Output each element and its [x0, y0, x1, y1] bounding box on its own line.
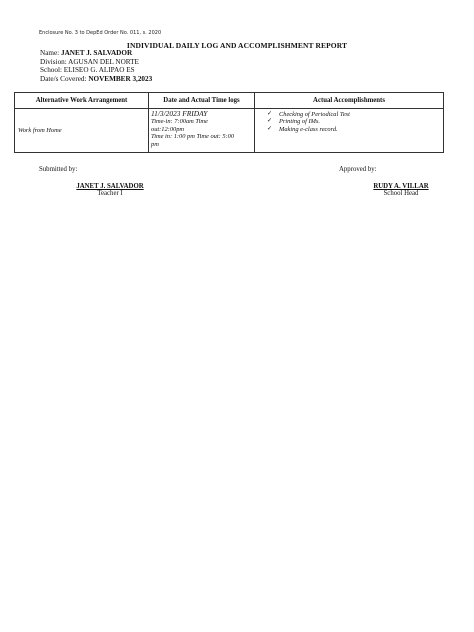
arrangement-cell: Work from Home — [15, 109, 149, 153]
header-arrangement: Alternative Work Arrangement — [15, 93, 149, 109]
dates-row — [40, 75, 152, 84]
approved-by-block — [370, 183, 432, 197]
division-value: AGUSAN DEL NORTE — [68, 57, 139, 66]
log-table — [14, 92, 444, 153]
table-header-row — [15, 93, 444, 109]
name-label: Name: — [40, 49, 60, 57]
employee-info — [40, 49, 152, 83]
time-2a: Time in: 1:00 pm Time out: 5:00 — [151, 133, 235, 141]
submitted-by-block — [70, 183, 150, 197]
division-row — [40, 58, 152, 67]
header-accomplishments: Actual Accomplishments — [255, 93, 444, 109]
list-item: ✓ Printing of IMs. — [267, 118, 321, 126]
enclosure-note: Enclosure No. 3 to DepEd Order No. 011, s. 2020 — [39, 30, 162, 36]
approved-by-label: Approved by: — [339, 166, 377, 173]
check-icon: ✓ — [267, 111, 273, 117]
submitted-role: Teacher I — [97, 190, 123, 197]
accomplishments-list — [267, 111, 441, 133]
school-row — [40, 66, 152, 75]
log-date: 11/3/2023 FRIDAY — [151, 109, 208, 118]
time-logs-cell — [149, 109, 255, 153]
time-2b: pm — [151, 140, 159, 148]
submitted-by-label: Submitted by: — [39, 166, 78, 173]
approved-name: RUDY A. VILLAR — [373, 183, 429, 190]
accomplishments-cell — [255, 109, 444, 153]
school-value: ELISEO G. ALIPAO ES — [63, 66, 135, 75]
list-item: ✓ Checking of Periodical Test — [267, 111, 350, 118]
check-icon: ✓ — [267, 118, 273, 125]
approved-role: School Head — [383, 190, 419, 197]
table-row — [15, 109, 444, 153]
school-label: School: — [40, 66, 62, 75]
list-item: ✓ Making e-class record. — [267, 125, 338, 133]
check-icon: ✓ — [267, 125, 273, 132]
name-value: JANET J. SALVADOR — [60, 49, 133, 57]
time-in-1: Time-in: 7:00am Time — [151, 118, 208, 125]
dates-value: NOVEMBER 3,2023 — [88, 74, 153, 83]
name-row — [40, 49, 152, 58]
dates-label: Date/s Covered: — [40, 74, 87, 83]
report-title: INDIVIDUAL DAILY LOG AND ACCOMPLISHMENT REPORT — [126, 41, 348, 50]
time-out-1: out:12:00pm — [151, 125, 185, 133]
division-label: Division: — [40, 57, 67, 66]
header-time-logs: Date and Actual Time logs — [149, 93, 255, 109]
submitted-name: JANET J. SALVADOR — [76, 183, 144, 190]
